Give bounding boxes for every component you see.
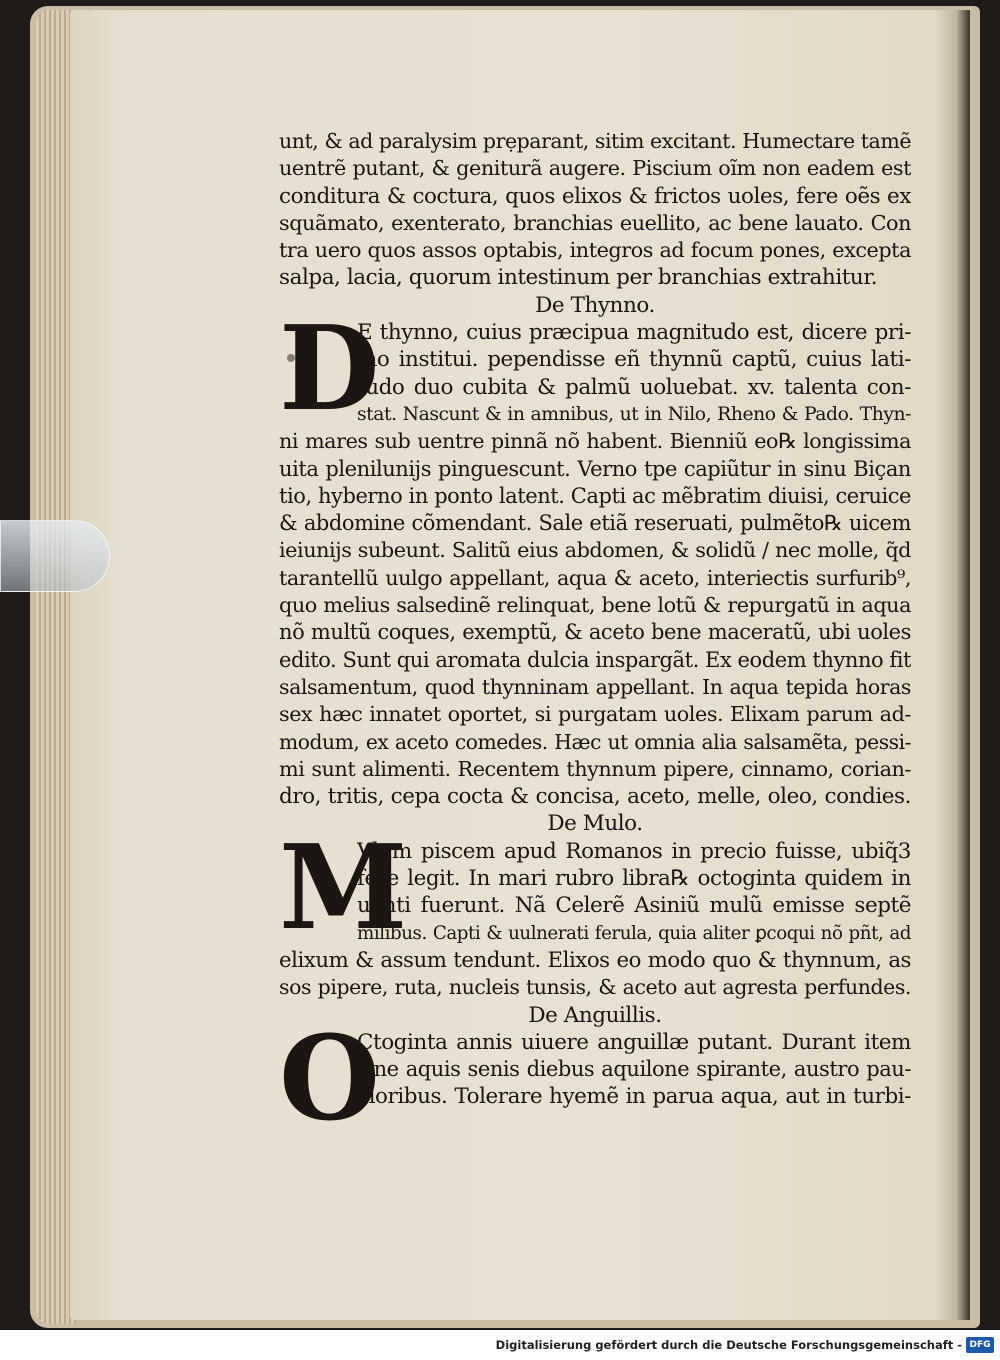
text-line: & abdomine cõmendant. Sale etiã reseruati, pulmẽto℞ uicem <box>279 511 911 536</box>
page-gutter-shadow <box>936 10 970 1320</box>
text-line: quo melius salsedinẽ relinquat, bene lotũ & repurgatũ in aqua <box>279 593 911 618</box>
text-line: fere legit. In mari rubro libra℞ octoginta quidem in <box>357 866 911 892</box>
text-block <box>279 128 911 1147</box>
text-line: salsamentum, quod thynninam appellant. In aqua tepida horas <box>279 674 911 699</box>
text-line: milibus. Capti & uulnerati ferula, quia aliter ꝑcoqui nõ pñt, ad <box>357 922 911 944</box>
text-line: uenti fuerunt. Nã Celerẽ Asiniũ mulũ emisse septẽ <box>357 893 911 919</box>
text-line: nõ multũ coques, exemptũ, & aceto bene maceratũ, ubi uoles <box>279 620 911 645</box>
text-line: mo institui. pependisse eñ thynnũ captũ, cuius lati- <box>357 347 911 373</box>
section-heading: De Anguillis. <box>528 1002 662 1028</box>
text-line: uita plenilunijs pinguescunt. Verno tpe capiũtur in sinu Biçan <box>279 456 911 481</box>
text-line: sos pipere, ruta, nucleis tunsis, & aceto aut agresta perfundes. <box>279 975 911 1000</box>
text-line: cioribus. Tolerare hyemẽ in parua aqua, aut in turbi- <box>357 1084 911 1110</box>
section-heading: De Mulo. <box>547 811 643 837</box>
text-line: stat. Nascunt & in amnibus, ut in Nilo, Rheno & Pado. Thyn- <box>357 403 911 425</box>
plastic-clip <box>0 520 110 592</box>
text-line: tarantellũ uulgo appellant, aqua & aceto, interiectis surfurib⁹, <box>279 565 911 590</box>
section-anguillis <box>279 1002 911 1147</box>
text-line: tra uero quos assos optabis, integros ad focum pones, excepta <box>279 238 911 263</box>
text-line: Ctoginta annis uiuere anguillæ putant. Durant item <box>357 1029 911 1055</box>
text-line: elixum & assum tendunt. Elixos eo modo quo & thynnum, as <box>279 947 911 973</box>
text-line: modum, ex aceto comedes. Hæc ut omnia alia salsamẽta, pessi- <box>279 729 911 754</box>
text-line: conditura & coctura, quos elixos & frictos uoles, fere oẽs ex <box>279 183 911 209</box>
section-heading: De Thynno. <box>535 292 655 318</box>
funding-credit: Digitalisierung gefördert durch die Deutsche Forschungsgemeinschaft - <box>495 1338 962 1352</box>
drop-cap: M <box>279 819 407 956</box>
text-line: salpa, lacia, quorum intestinum per branchias extrahitur. <box>279 265 878 291</box>
text-line: tio, hyberno in ponto latent. Capti ac mẽbratim diuisi, ceruice <box>279 483 911 508</box>
text-line: ieiunijs subeunt. Salitũ eius abdomen, & solidũ / nec molle, q̃d <box>279 538 911 563</box>
text-line: E thynno, cuius præcipua magnitudo est, dicere pri- <box>357 320 911 346</box>
text-line: ni mares sub uentre pinnã nõ habent. Bienniũ eo℞ longissima <box>279 429 911 454</box>
text-line: edito. Sunt qui aromata dulcia inspargãt. Ex eodem thynno fit <box>279 647 911 672</box>
text-line: tudo duo cubita & palmũ uoluebat. xv. talenta con- <box>357 374 911 400</box>
text-line: unt, & ad paralysim prẹparant, sitim excitant. Humectare tamẽ <box>279 129 911 153</box>
section-mulo <box>279 810 911 1001</box>
text-line: sine aquis senis diebus aquilone spirante, austro pau- <box>357 1057 911 1082</box>
text-line: uentrẽ putant, & geniturã augere. Piscium oĩm non eadem est <box>279 156 911 181</box>
dfg-logo: DFG <box>966 1337 994 1353</box>
text-line: Vlum piscem apud Romanos in precio fuisse, ubiq̃3 <box>357 838 911 864</box>
text-line: dro, tritis, cepa cocta & concisa, aceto, melle, oleo, condies. <box>279 784 911 810</box>
intro-paragraph <box>279 128 911 292</box>
text-line: mi sunt alimenti. Recentem thynnum pipere, cinnamo, corian- <box>279 756 911 781</box>
text-line: squãmato, exenterato, branchias euellito, ac bene lauato. Con <box>279 210 911 235</box>
drop-cap: O <box>279 1010 380 1147</box>
section-thynno <box>279 292 911 811</box>
drop-cap: D <box>279 301 380 438</box>
footer-bar <box>0 1330 1000 1360</box>
text-line: sex hæc innatet oportet, si purgatam uoles. Elixam parum ad- <box>279 702 911 727</box>
